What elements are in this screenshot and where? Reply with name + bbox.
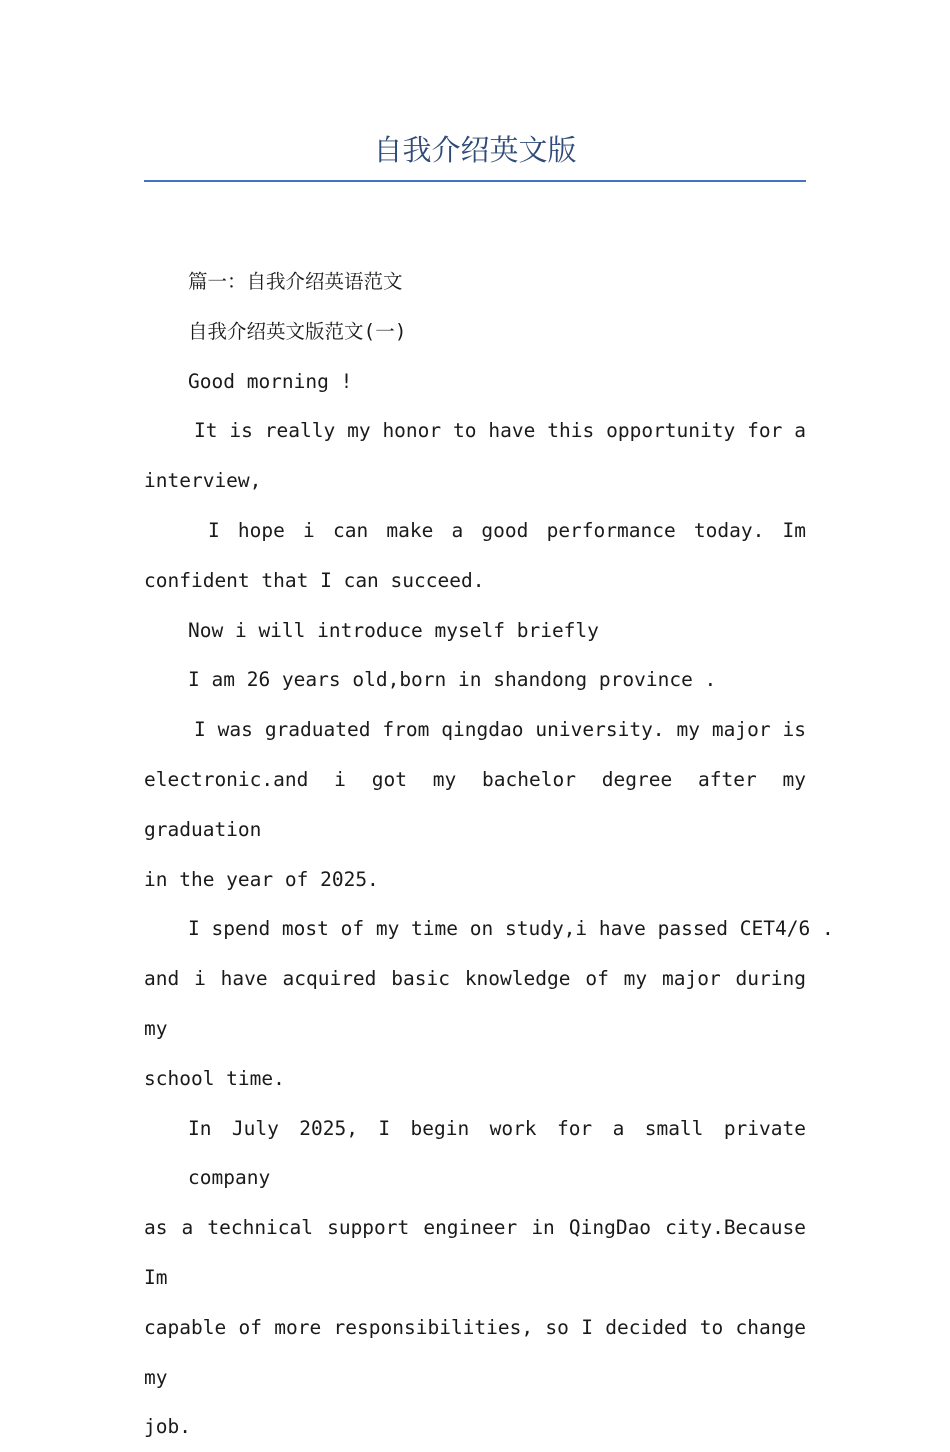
paragraph-line: Now i will introduce myself briefly (188, 618, 599, 642)
subsection-heading: 自我介绍英文版范文(一) (188, 319, 407, 343)
paragraph-line: job. (144, 1415, 191, 1439)
paragraph-line: in the year of 2025. (144, 867, 379, 891)
paragraph-line: and i have acquired basic knowledge of my major during my (144, 967, 806, 1040)
paragraph-line: confident that I can succeed. (144, 568, 485, 592)
paragraph-line: electronic.and i got my bachelor degree after my graduation (144, 767, 806, 841)
paragraph-line: capable of more responsibilities, so I decided to change my (144, 1315, 806, 1389)
paragraph-line: school time. (144, 1066, 285, 1090)
paragraph-line: It is really my honor to have this opportunity for a (194, 419, 806, 443)
title-underline (144, 180, 806, 182)
paragraph-line: I hope i can make a good performance today. Im (208, 518, 806, 542)
paragraph-line: interview, (144, 469, 262, 493)
paragraph-line: as a technical support engineer in QingDao city.Because Im (144, 1216, 806, 1289)
paragraph-line: I am 26 years old,born in shandong province . (188, 668, 717, 692)
paragraph-line: I was graduated from qingdao university. my major is (194, 718, 806, 742)
section-heading: 篇一：自我介绍英语范文 (188, 270, 403, 293)
document-title: 自我介绍英文版 (373, 133, 577, 167)
paragraph-line: In July 2025, I begin work for a small private company (188, 1116, 806, 1190)
paragraph-line: Good morning ! (188, 369, 353, 393)
paragraph-line: I spend most of my time on study,i have passed CET4/6 . (188, 917, 834, 941)
document-body (144, 257, 834, 1452)
